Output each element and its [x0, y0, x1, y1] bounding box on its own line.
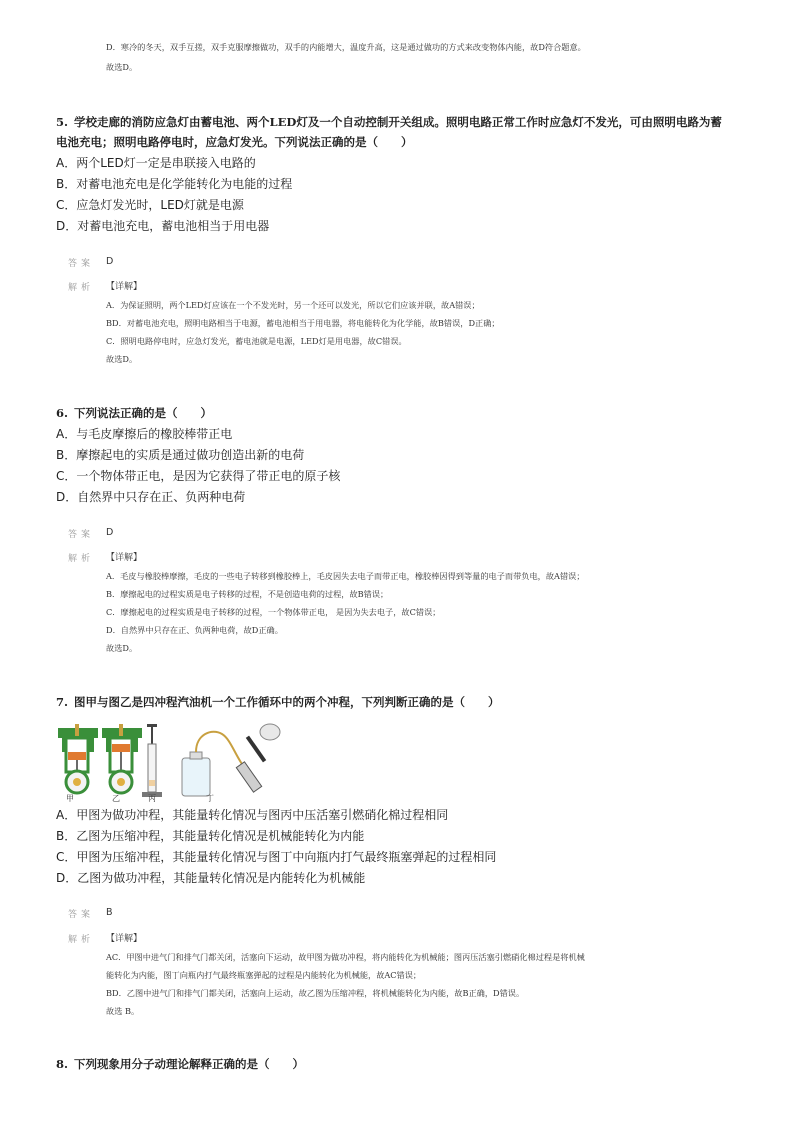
engine-stroke-yi-illustration [102, 724, 142, 793]
explanation-line: BD．乙图中进气门和排气门都关闭，活塞向上运动，故乙图为压缩冲程，将机械能转化为内能，故B正确，D错误。 [106, 988, 525, 998]
explanation-line: 【详解】 [106, 282, 143, 292]
explanation-line: 【详解】 [106, 934, 143, 944]
explanation-label: 解析 [68, 283, 95, 293]
answer-label: 答案 [68, 530, 95, 540]
question-stem-line: 下列说法正确的是（ ） [74, 406, 213, 420]
figure-label-bing: 丙 [148, 794, 156, 803]
figure-label-jia: 甲 [66, 794, 74, 803]
question-number: 8. [56, 1057, 69, 1071]
engine-experiment-figure [54, 722, 294, 804]
explanation-line: AC．甲图中进气门和排气门都关闭，活塞向下运动，故甲图为做功冲程，将内能转化为机械能；图丙压活塞引燃硝化棉过程是将机械 [106, 952, 585, 962]
figure-label-yi: 乙 [112, 794, 120, 803]
option-d[interactable]: D．乙图为做功冲程，其能量转化情况是内能转化为机械能 [56, 871, 366, 885]
question-stem-line: 学校走廊的消防应急灯由蓄电池、两个LED灯及一个自动控制开关组成。照明电路正常工作时应急灯不发光，可由照明电路为蓄 [74, 115, 722, 129]
option-b[interactable]: B．乙图为压缩冲程，其能量转化情况是机械能转化为内能 [56, 829, 365, 843]
explanation-line: 能转化为内能，图丁向瓶内打气最终瓶塞弹起的过程是内能转化为机械能，故AC错误； [106, 970, 422, 980]
option-d[interactable]: D．对蓄电池充电，蓄电池相当于用电器 [56, 219, 270, 233]
explanation-label: 解析 [68, 554, 95, 564]
answer-value: D [106, 527, 114, 538]
explanation-line: BD．对蓄电池充电，照明电路相当于电源，蓄电池相当于用电器，将电能转化为化学能，故B错误，D正确； [106, 318, 500, 328]
bottle-pump-illustration [182, 724, 280, 796]
answer-label: 答案 [68, 910, 95, 920]
explanation-line: 故选 B。 [106, 1006, 140, 1016]
option-c[interactable]: C．一个物体带正电，是因为它获得了带正电的原子核 [56, 469, 341, 483]
option-b[interactable]: B．对蓄电池充电是化学能转化为电能的过程 [56, 177, 293, 191]
answer-value: D [106, 256, 114, 267]
option-a[interactable]: A．两个LED灯一定是串联接入电路的 [56, 156, 256, 170]
question-number: 5. [56, 115, 69, 129]
question-8-stem [56, 1054, 756, 1074]
question-stem-line: 图甲与图乙是四冲程汽油机一个工作循环中的两个冲程，下列判断正确的是（ ） [74, 695, 500, 709]
option-c[interactable]: C．应急灯发光时，LED灯就是电源 [56, 198, 244, 212]
explanation-label: 解析 [68, 935, 95, 945]
explanation-line: 故选D。 [106, 643, 138, 653]
option-b[interactable]: B．摩擦起电的实质是通过做功创造出新的电荷 [56, 448, 305, 462]
answer-value: B [106, 907, 113, 918]
explanation-line: A．毛皮与橡胶棒摩擦，毛皮的一些电子转移到橡胶棒上，毛皮因失去电子而带正电，橡胶棒因得到等量的电子而带负电，故A错误； [106, 571, 585, 581]
question-number: 7. [56, 695, 69, 709]
option-d[interactable]: D．自然界中只存在正、负两种电荷 [56, 490, 246, 504]
question-5-stem [56, 112, 756, 132]
figure-label-ding: 丁 [206, 794, 214, 803]
explanation-line: 【详解】 [106, 553, 143, 563]
explanation-line: 故选D。 [106, 354, 138, 364]
explanation-line: D．自然界中只存在正、负两种电荷，故D正确。 [106, 625, 283, 635]
explanation-line: B．摩擦起电的过程实质是电子转移的过程，不是创造电荷的过程，故B错误； [106, 589, 389, 599]
engine-stroke-jia-illustration [58, 724, 98, 793]
explanation-line: C．照明电路停电时，应急灯发光，蓄电池就是电源，LED灯是用电器，故C错误。 [106, 336, 407, 346]
explanation-line: 故选D。 [106, 62, 138, 72]
question-5-stem-cont: 电池充电；照明电路停电时，应急灯发光。下列说法正确的是（ ） [56, 135, 413, 149]
option-a[interactable]: A．甲图为做功冲程，其能量转化情况与图丙中压活塞引燃硝化棉过程相同 [56, 808, 449, 822]
explanation-line: D．寒冷的冬天，双手互搓，双手克服摩擦做功，双手的内能增大，温度升高，这是通过做功的方式来改变物体内能，故D符合题意。 [106, 42, 586, 52]
answer-label: 答案 [68, 259, 95, 269]
explanation-line: A．为保证照明，两个LED灯应该在一个不发光时，另一个还可以发光，所以它们应该并联，故A错误； [106, 300, 480, 310]
option-c[interactable]: C．甲图为压缩冲程，其能量转化情况与图丁中向瓶内打气最终瓶塞弹起的过程相同 [56, 850, 497, 864]
piston-cotton-device-illustration [142, 724, 162, 797]
option-a[interactable]: A．与毛皮摩擦后的橡胶棒带正电 [56, 427, 233, 441]
question-number: 6. [56, 406, 69, 420]
question-6-stem [56, 403, 756, 423]
question-7-stem [56, 692, 756, 712]
question-stem-line: 下列现象用分子动理论解释正确的是（ ） [74, 1057, 305, 1071]
explanation-line: C．摩擦起电的过程实质是电子转移的过程，一个物体带正电， 是因为失去电子，故C错误； [106, 607, 441, 617]
